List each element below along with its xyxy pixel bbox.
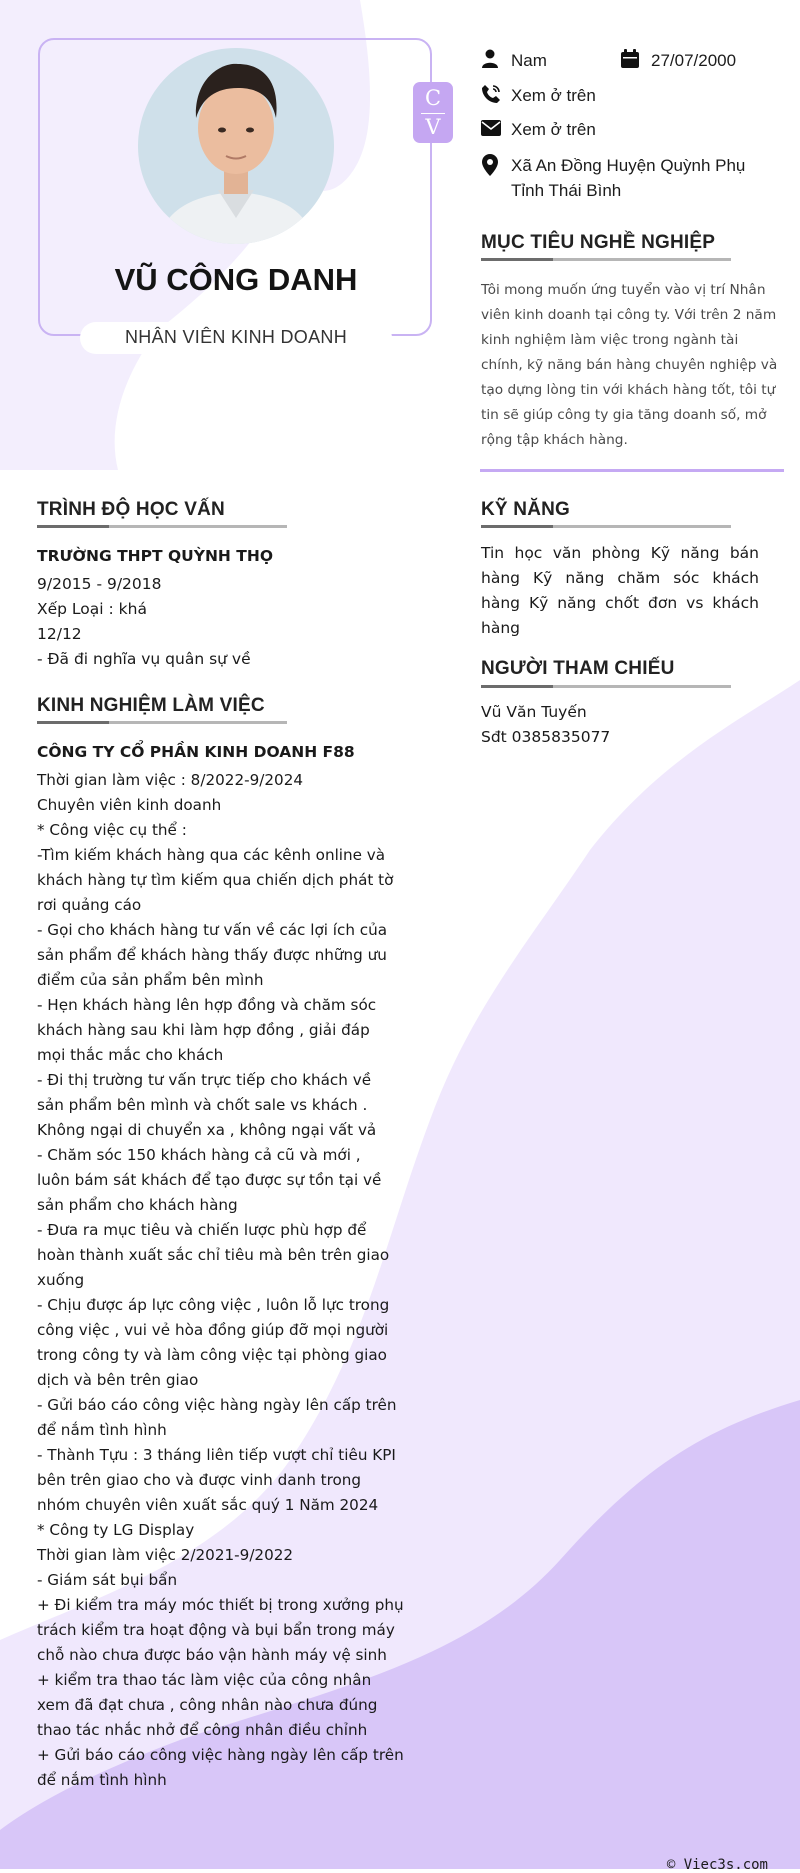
- experience-line: mọi thắc mắc cho khách: [37, 1046, 224, 1064]
- experience-line: bên trên giao cho và được vinh danh trong: [37, 1471, 362, 1489]
- experience-line: trong công ty và làm công việc tại phòng giao: [37, 1346, 387, 1364]
- experience-line: điểm của sản phẩm bên mình: [37, 971, 264, 989]
- experience-line: sản phẩm bên mình và chốt sale vs khách .: [37, 1096, 368, 1114]
- experience-line: - Giám sát bụi bẩn: [37, 1571, 178, 1589]
- experience-line: -Tìm kiếm khách hàng qua các kênh online và: [37, 846, 386, 864]
- experience-line: * Công ty LG Display: [37, 1521, 195, 1539]
- objective-text: Tôi mong muốn ứng tuyển vào vị trí Nhân viên kinh doanh tại công ty. Với trên 2 năm kinh nghiệm làm việc trong ngành tài chính, kỹ năng bán hàng chuyên nghiệp và tạo dựng lòng tin với khách hàng tốt, tôi tự tin sẽ giúp công ty gia tăng doanh số, mở rộng tập khách hàng.: [481, 282, 778, 448]
- experience-line: + Đi kiểm tra máy móc thiết bị trong xưởng phụ: [37, 1596, 404, 1614]
- experience-line: để nắm tình hình: [37, 1771, 167, 1789]
- calendar-icon: [620, 49, 640, 69]
- education-line: 9/2015 - 9/2018: [37, 575, 162, 593]
- school-name: TRƯỜNG THPT QUỲNH THỌ: [37, 547, 274, 565]
- experience-line: xem đã đạt chưa , công nhân nào chưa đúng: [37, 1696, 378, 1714]
- experience-line: Thời gian làm việc 2/2021-9/2022: [37, 1546, 294, 1564]
- experience-line: sản phẩm để khách hàng thấy được những ưu: [37, 946, 387, 964]
- experience-line: khách hàng sau khi làm hợp đồng , giải đáp: [37, 1021, 370, 1039]
- objective-heading-rule: [481, 258, 731, 261]
- person-icon: [481, 49, 499, 69]
- experience-details: [37, 768, 404, 1793]
- objective-heading: MỤC TIÊU NGHỀ NGHIỆP: [481, 232, 716, 253]
- cv-badge-v: V: [425, 115, 441, 139]
- education-heading-rule: [37, 525, 287, 528]
- company-name: CÔNG TY CỔ PHẦN KINH DOANH F88: [37, 743, 355, 761]
- education-line: - Đã đi nghĩa vụ quân sự về: [37, 650, 251, 668]
- birthdate-value: 27/07/2000: [651, 51, 737, 70]
- experience-line: + kiểm tra thao tác làm việc của công nhân: [37, 1671, 372, 1689]
- experience-line: + Gửi báo cáo công việc hàng ngày lên cấp trên: [37, 1746, 404, 1764]
- cv-badge: [413, 82, 453, 143]
- experience-line: sản phẩm cho khách hàng: [37, 1196, 238, 1214]
- references-heading-rule: [481, 685, 731, 688]
- email-value: Xem ở trên: [511, 120, 596, 139]
- reference-name: Vũ Văn Tuyến: [481, 703, 587, 721]
- references-heading: NGƯỜI THAM CHIẾU: [481, 658, 675, 679]
- experience-line: chỗ nào chưa được báo vận hành máy vệ sinh: [37, 1646, 387, 1664]
- reference-phone: Sđt 0385835077: [481, 728, 611, 746]
- profile-photo: [138, 48, 334, 244]
- experience-line: để nắm tình hình: [37, 1421, 167, 1439]
- phone-icon: [481, 84, 501, 104]
- experience-line: - Thành Tựu : 3 tháng liên tiếp vượt chỉ tiêu KPI: [37, 1446, 396, 1464]
- experience-heading: KINH NGHIỆM LÀM VIỆC: [37, 695, 265, 716]
- experience-line: - Chăm sóc 150 khách hàng cả cũ và mới ,: [37, 1146, 361, 1164]
- experience-line: - Chịu được áp lực công việc , luôn lỗ lực trong: [37, 1296, 390, 1314]
- experience-line: * Công việc cụ thể :: [37, 821, 187, 839]
- experience-line: khách hàng tự tìm kiếm qua chiến dịch phát tờ: [37, 871, 394, 889]
- experience-heading-rule: [37, 721, 287, 724]
- experience-line: Không ngại di chuyển xa , không ngại vất vả: [37, 1121, 377, 1139]
- gender-value: Nam: [511, 51, 547, 70]
- skills-text: Tin học văn phòng Kỹ năng bán hàng Kỹ năng chăm sóc khách hàng Kỹ năng chốt đơn vs khách hàng: [481, 544, 759, 637]
- experience-line: thao tác nhắc nhở để công nhân điều chỉnh: [37, 1721, 368, 1739]
- education-details: [37, 572, 251, 672]
- experience-line: rơi quảng cáo: [37, 896, 142, 914]
- footer-watermark: © Viec3s.com: [666, 1857, 768, 1873]
- experience-line: - Hẹn khách hàng lên hợp đồng và chăm sóc: [37, 996, 377, 1014]
- experience-line: dịch và bên trên giao: [37, 1371, 199, 1389]
- experience-line: - Đưa ra mục tiêu và chiến lược phù hợp để: [37, 1221, 367, 1239]
- experience-line: trách kiểm tra hoạt động và bụi bẩn trong máy: [37, 1621, 395, 1639]
- address-line-2: Tỉnh Thái Bình: [511, 181, 622, 200]
- experience-line: - Đi thị trường tư vấn trực tiếp cho khách về: [37, 1071, 372, 1089]
- education-line: 12/12: [37, 625, 82, 643]
- skills-heading-rule: [481, 525, 731, 528]
- job-title: NHÂN VIÊN KINH DOANH: [124, 327, 348, 347]
- experience-line: Chuyên viên kinh doanh: [37, 796, 222, 814]
- candidate-name: VŨ CÔNG DANH: [114, 262, 358, 297]
- experience-line: xuống: [37, 1271, 85, 1289]
- objective-divider: [480, 469, 784, 472]
- experience-line: nhóm chuyên viên xuất sắc quý 1 Năm 2024: [37, 1496, 379, 1514]
- education-heading: TRÌNH ĐỘ HỌC VẤN: [37, 499, 225, 520]
- experience-line: Thời gian làm việc : 8/2022-9/2024: [37, 771, 304, 789]
- experience-line: - Gọi cho khách hàng tư vấn về các lợi ích của: [37, 921, 388, 939]
- experience-line: - Gửi báo cáo công việc hàng ngày lên cấp trên: [37, 1396, 397, 1414]
- experience-line: luôn bám sát khách để tạo được sự tồn tại về: [37, 1171, 382, 1189]
- experience-line: công việc , vui vẻ hòa đồng giúp đỡ mọi người: [37, 1321, 389, 1339]
- cv-badge-c: C: [424, 86, 442, 110]
- location-icon: [482, 154, 498, 176]
- phone-value: Xem ở trên: [511, 86, 596, 105]
- skills-heading: KỸ NĂNG: [481, 499, 571, 520]
- education-line: Xếp Loại : khá: [37, 600, 147, 618]
- experience-line: hoàn thành xuất sắc chỉ tiêu mà bên trên giao: [37, 1246, 390, 1264]
- email-icon: [481, 120, 501, 136]
- address-line-1: Xã An Đồng Huyện Quỳnh Phụ: [511, 156, 746, 175]
